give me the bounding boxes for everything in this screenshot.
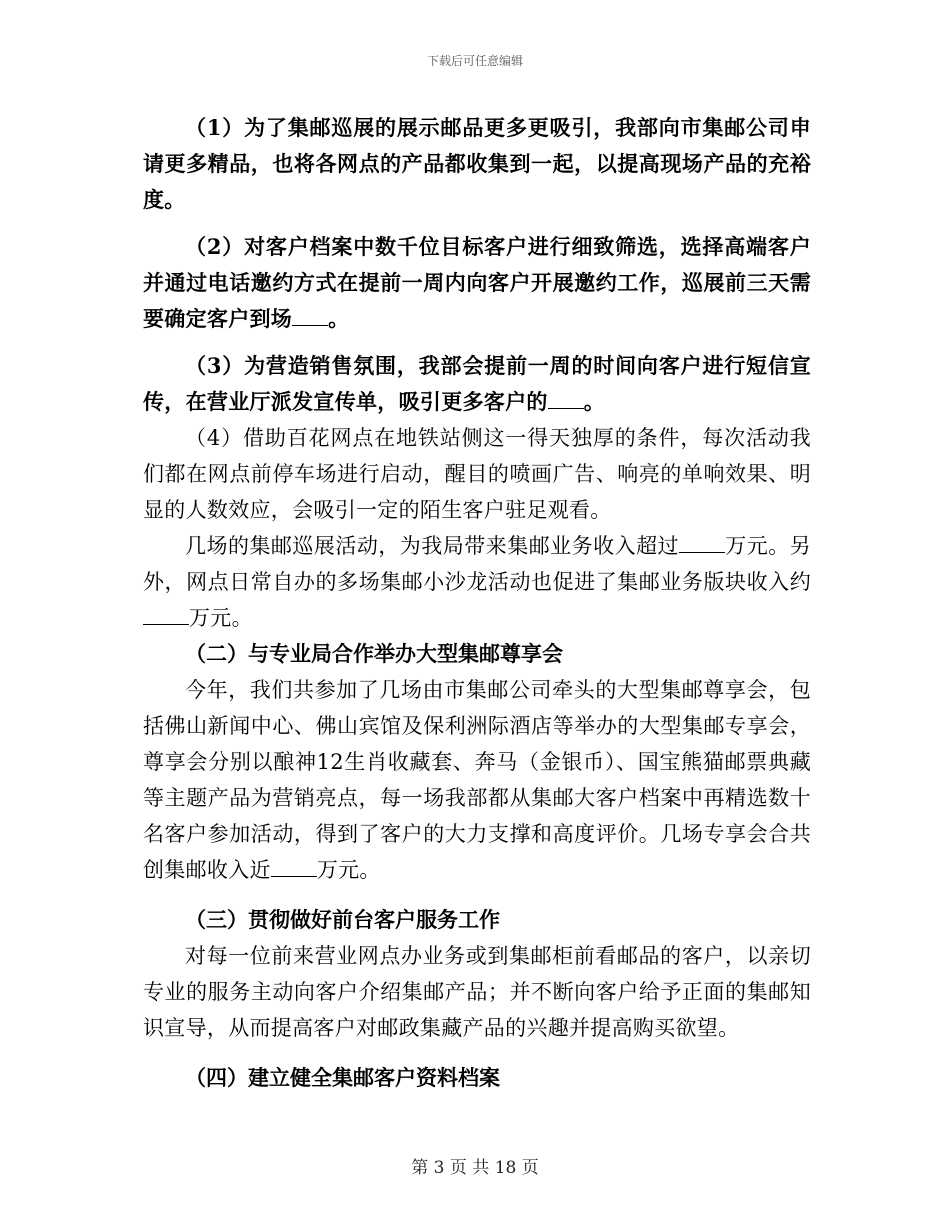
paragraph-item-3-text: （3）为营造销售氛围，我部会提前一周的时间向客户进行短信宣传，在营业厅派发宣传单，吸引更多客户的 xyxy=(143,353,811,414)
paragraph-item-4: （4）借助百花网点在地铁站侧这一得天独厚的条件，每次活动我们都在网点前停车场进行启动，醒目的喷画广告、响亮的单响效果、明显的人数效应，会吸引一定的陌生客户驻足观看。 xyxy=(143,426,811,522)
page-number: 第 3 页 共 18 页 xyxy=(411,1158,539,1178)
income-text-3: 万元。 xyxy=(189,606,253,630)
paragraph-item-3 xyxy=(143,348,811,420)
section-3-paragraph: 对每一位前来营业网点办业务或到集邮柜前看邮品的客户，以亲切专业的服务主动向客户介绍集邮产品；并不断向客户给予正面的集邮知识宣导，从而提高客户对邮政集藏产品的兴趣并提高购买欲望。 xyxy=(143,944,811,1040)
fill-blank xyxy=(143,606,189,625)
section-2-suffix: 万元。 xyxy=(316,858,381,882)
section-heading-4: （四）建立健全集邮客户资料档案 xyxy=(185,1065,500,1090)
section-heading-3: （三）贯彻做好前台客户服务工作 xyxy=(185,907,500,932)
paragraph-income xyxy=(143,528,811,636)
fill-blank xyxy=(548,390,584,409)
section-heading-2: （二）与专业局合作举办大型集邮尊享会 xyxy=(185,641,563,666)
section-2-text: 今年，我们共参加了几场由市集邮公司牵头的大型集邮尊享会，包括佛山新闻中心、佛山宾馆及保利洲际酒店等举办的大型集邮专享会，尊享会分别以酿神12生肖收藏套、奔马（金银币）、国宝熊猫邮票典藏等主题产品为营销亮点，每一场我部都从集邮大客户档案中再精选数十名客户参加活动，得到了客户的大力支撑和高度评价。几场专享会合共创集邮收入近 xyxy=(143,678,811,882)
paragraph-item-1: （1）为了集邮巡展的展示邮品更多更吸引，我部向市集邮公司申请更多精品，也将各网点的产品都收集到一起，以提高现场产品的充裕度。 xyxy=(143,115,811,212)
page-header-note: 下载后可任意编辑 xyxy=(426,54,523,68)
document-body xyxy=(143,110,811,1096)
section-2-paragraph xyxy=(143,672,811,888)
income-text-1: 几场的集邮巡展活动，为我局带来集邮业务收入超过 xyxy=(185,534,680,558)
paragraph-item-2-suffix: 。 xyxy=(328,306,350,331)
fill-blank xyxy=(271,858,317,877)
fill-blank xyxy=(292,307,328,326)
fill-blank xyxy=(679,534,725,553)
income-text-2: 万元。另外，网点日常自办的多场集邮小沙龙活动也促进了集邮业务版块收入约 xyxy=(143,534,812,594)
paragraph-item-2-text: （2）对客户档案中数千位目标客户进行细致筛选，选择高端客户并通过电话邀约方式在提前一周内向客户开展邀约工作，巡展前三天需要确定客户到场 xyxy=(143,234,811,331)
paragraph-item-2 xyxy=(143,229,811,337)
paragraph-item-3-suffix: 。 xyxy=(583,389,606,414)
